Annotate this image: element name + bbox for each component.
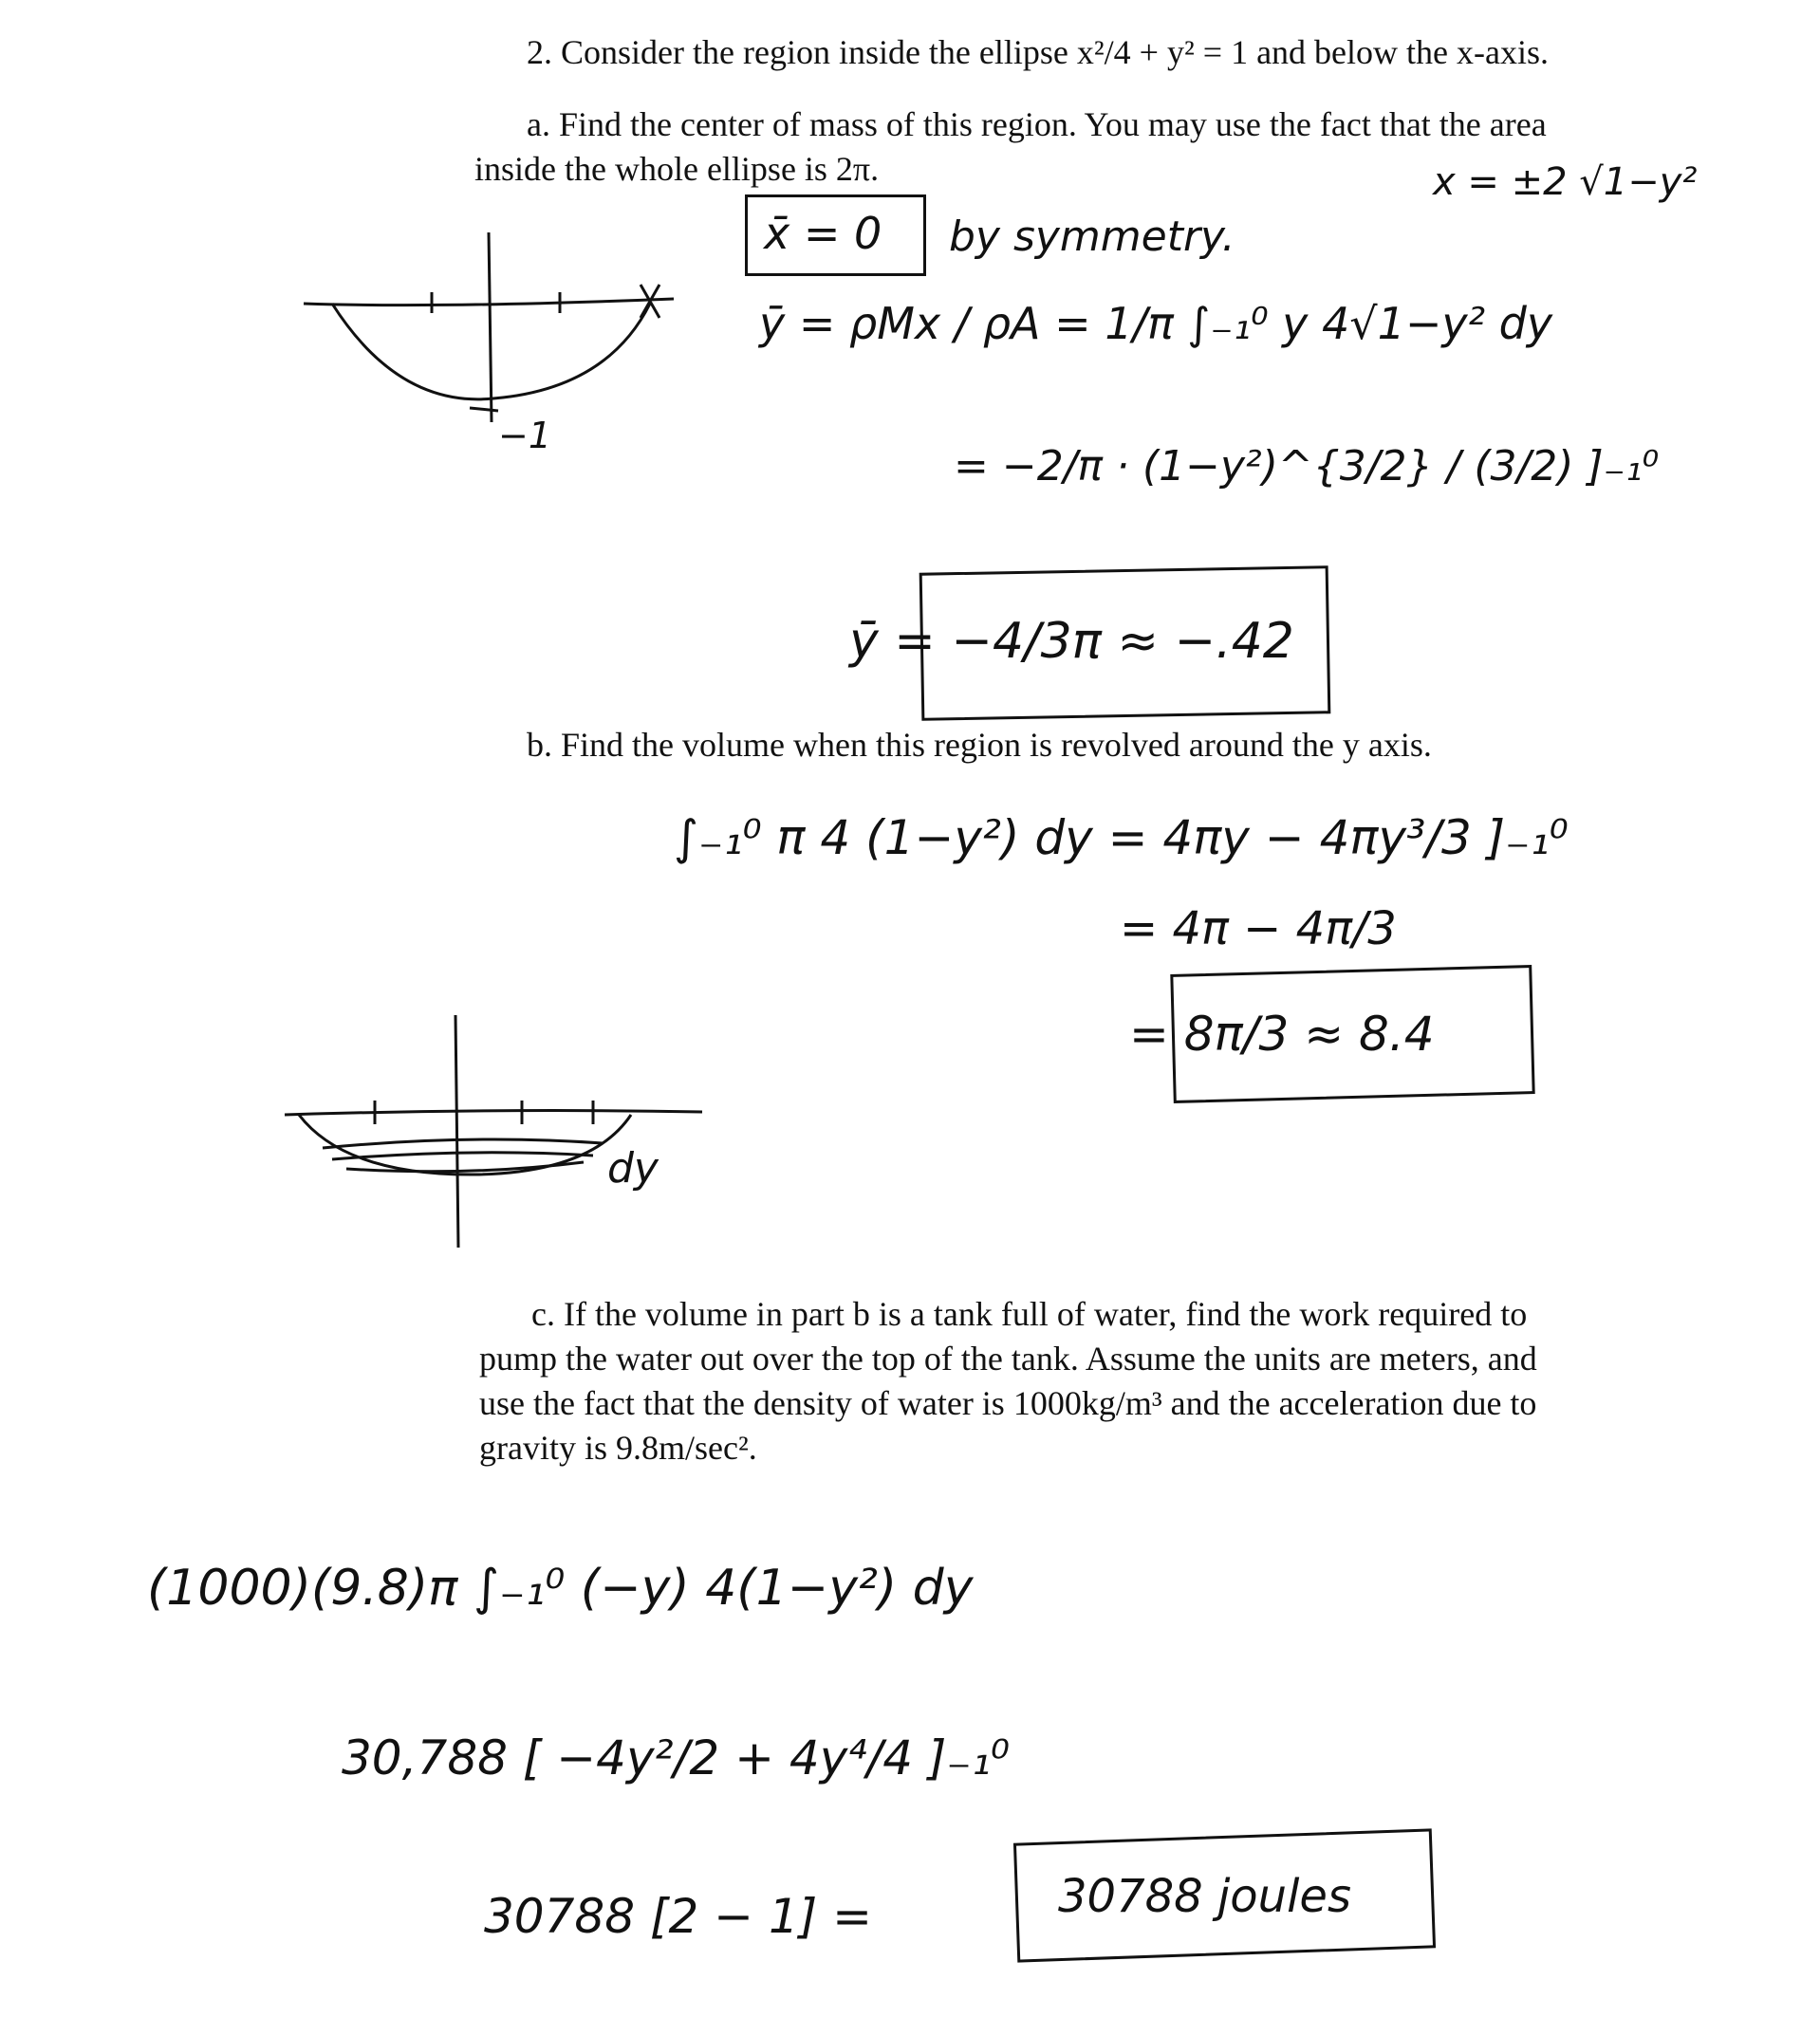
part-a-prompt: a. Find the center of mass of this region. You may use the fact that the area: [527, 105, 1547, 143]
ybar-antiderivative: = −2/π · (1−y²)^{3/2} / (3/2) ]₋₁⁰: [954, 442, 1660, 490]
symmetry-note: by symmetry.: [949, 213, 1235, 261]
sketch-minus-one-label: −1: [498, 415, 552, 456]
work-antiderivative: 30,788 [ −4y²/2 + 4y⁴/4 ]₋₁⁰: [342, 1730, 1010, 1785]
part-c-prompt-1: c. If the volume in part b is a tank full of water, find the work required to: [531, 1295, 1528, 1333]
problem-statement: 2. Consider the region inside the ellipse x²/4 + y² = 1 and below the x-axis.: [527, 33, 1549, 71]
volume-result: = 8π/3 ≈ 8.4: [1129, 1007, 1435, 1062]
part-b-prompt: b. Find the volume when this region is revolved around the y axis.: [527, 726, 1432, 764]
x-of-y-equation: x = ±2 √1−y²: [1433, 160, 1698, 204]
part-a-prompt-cont: inside the whole ellipse is 2π.: [474, 150, 880, 188]
ybar-definition: ȳ = ρMx / ρA = 1/π ∫₋₁⁰ y 4√1−y² dy: [759, 298, 1553, 349]
dy-slice-label: dy: [607, 1144, 659, 1193]
part-c-prompt-2: pump the water out over the top of the tank. Assume the units are meters, and: [479, 1340, 1537, 1378]
part-c-prompt-4: gravity is 9.8m/sec².: [479, 1429, 757, 1467]
work-evaluation: 30788 [2 − 1] =: [484, 1889, 873, 1944]
xbar-equation: x̄ = 0: [764, 208, 882, 259]
volume-integral: ∫₋₁⁰ π 4 (1−y²) dy = 4πy − 4πy³/3 ]₋₁⁰: [674, 810, 1569, 865]
part-c-prompt-3: use the fact that the density of water is 1000kg/m³ and the acceleration due to: [479, 1384, 1537, 1422]
volume-step2: = 4π − 4π/3: [1120, 902, 1397, 955]
ybar-result: ȳ = −4/3π ≈ −.42: [849, 613, 1294, 670]
work-result: 30788 joules: [1058, 1870, 1351, 1923]
work-integral: (1000)(9.8)π ∫₋₁⁰ (−y) 4(1−y²) dy: [147, 1560, 974, 1617]
revolved-tank-sketch: [280, 1006, 726, 1252]
half-ellipse-sketch: [294, 223, 693, 441]
